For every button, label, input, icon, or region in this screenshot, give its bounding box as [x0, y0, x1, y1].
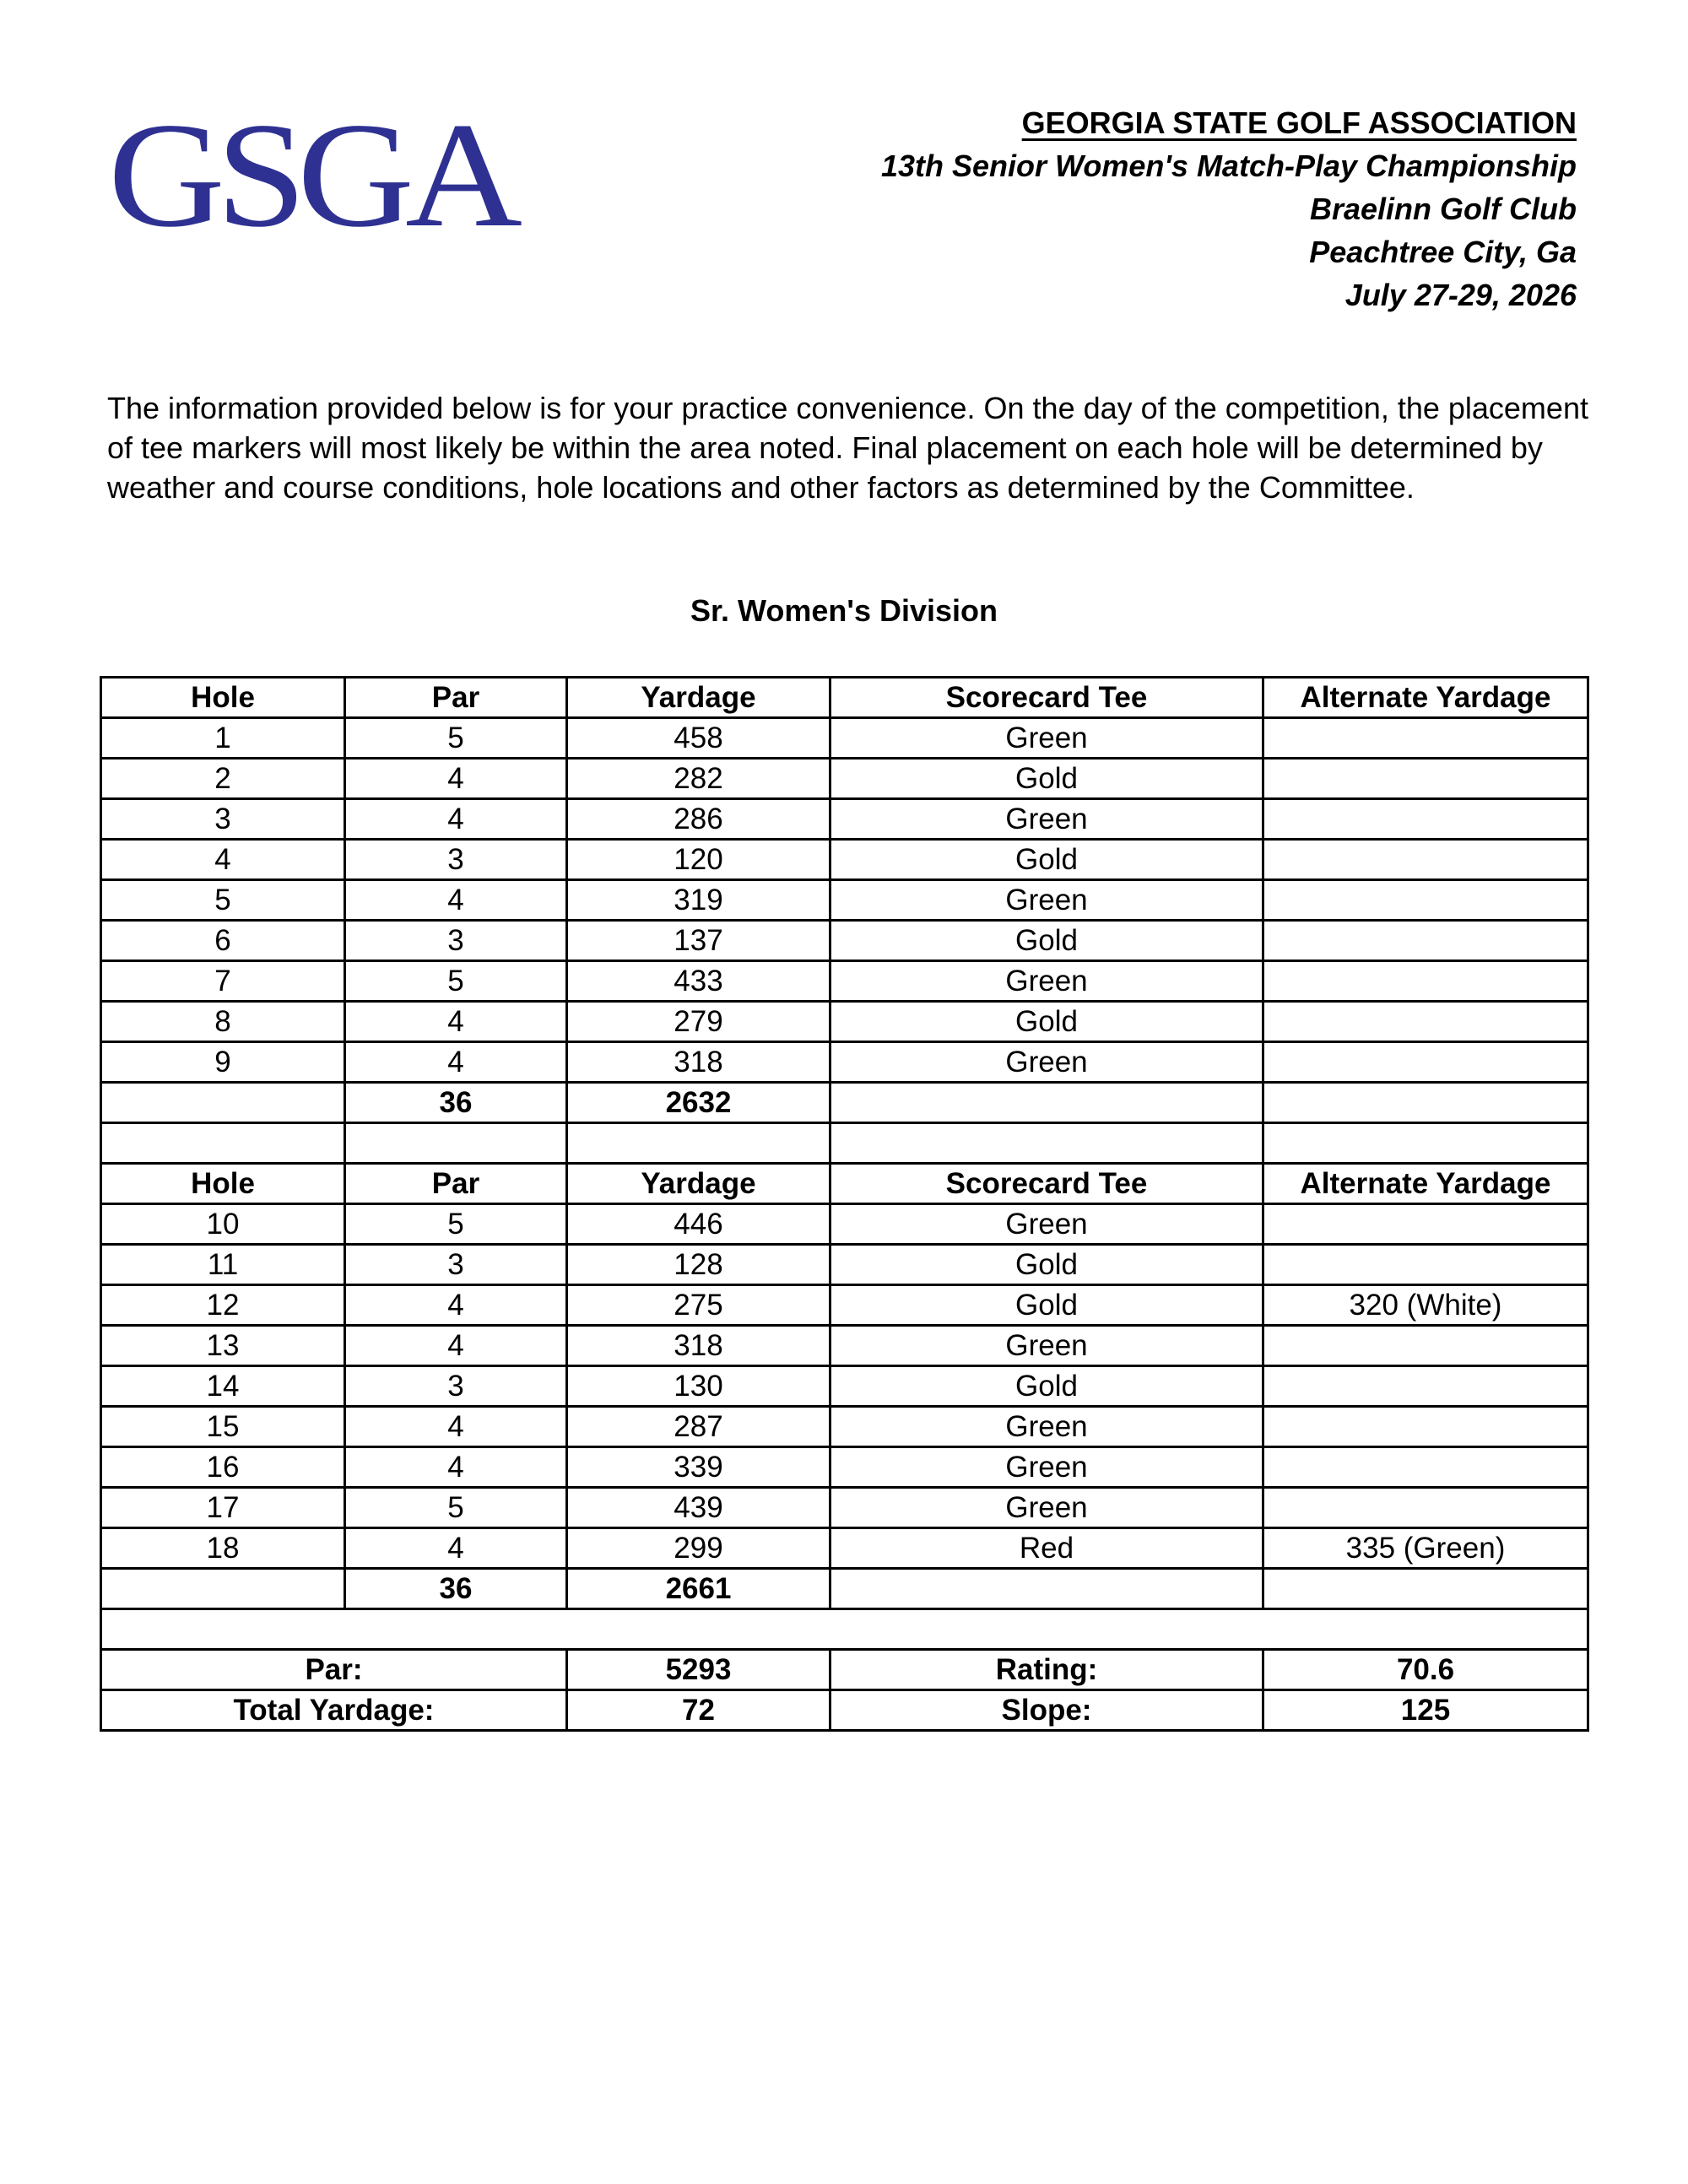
cell-scorecard-tee: Gold — [830, 1002, 1263, 1042]
intro-paragraph: The information provided below is for your practice convenience. On the day of the competition, the placement of tee markers will most likely be within the area noted. Final placement on each hole will be determined by weather and course conditions, hole locations and other factors as determined by the Committee. — [107, 391, 1588, 505]
spacer-row — [101, 1609, 1588, 1650]
cell-par: 4 — [345, 799, 567, 840]
cell-par: 4 — [345, 1407, 567, 1447]
event-dates: July 27-29, 2026 — [1344, 278, 1577, 312]
total-alternate-yardage — [1263, 1083, 1588, 1123]
cell-alternate-yardage — [1263, 880, 1588, 921]
summary-value: 72 — [567, 1690, 830, 1731]
cell-hole: 15 — [101, 1407, 345, 1447]
table-row — [101, 1326, 1588, 1366]
cell-yardage: 275 — [567, 1285, 830, 1326]
cell-hole: 3 — [101, 799, 345, 840]
cell-par: 4 — [345, 1285, 567, 1326]
back-nine-total-row — [101, 1569, 1588, 1609]
table-row — [101, 1528, 1588, 1569]
table-row — [101, 1366, 1588, 1407]
cell-alternate-yardage — [1263, 1042, 1588, 1083]
cell-yardage: 458 — [567, 718, 830, 759]
table-row — [101, 1245, 1588, 1285]
cell-par: 4 — [345, 1528, 567, 1569]
cell-alternate-yardage — [1263, 1002, 1588, 1042]
cell-par: 5 — [345, 1488, 567, 1528]
cell-alternate-yardage — [1263, 961, 1588, 1002]
column-header-alternate-yardage: Alternate Yardage — [1263, 1164, 1588, 1204]
cell-alternate-yardage — [1263, 1488, 1588, 1528]
cell-scorecard-tee: Green — [830, 718, 1263, 759]
cell-yardage: 439 — [567, 1488, 830, 1528]
cell-yardage: 433 — [567, 961, 830, 1002]
document-header — [881, 101, 1577, 316]
column-header-alternate-yardage: Alternate Yardage — [1263, 678, 1588, 718]
cell-yardage: 137 — [567, 921, 830, 961]
cell-alternate-yardage — [1263, 921, 1588, 961]
cell-yardage: 130 — [567, 1366, 830, 1407]
cell-hole: 11 — [101, 1245, 345, 1285]
cell-scorecard-tee: Green — [830, 961, 1263, 1002]
summary-label: Total Yardage: — [101, 1690, 567, 1731]
spacer-cell — [830, 1123, 1263, 1164]
cell-scorecard-tee: Green — [830, 1447, 1263, 1488]
cell-hole: 2 — [101, 759, 345, 799]
cell-hole: 12 — [101, 1285, 345, 1326]
column-header-hole: Hole — [101, 1164, 345, 1204]
cell-par: 3 — [345, 840, 567, 880]
cell-scorecard-tee: Red — [830, 1528, 1263, 1569]
cell-hole: 8 — [101, 1002, 345, 1042]
column-header-par: Par — [345, 678, 567, 718]
total-hole — [101, 1569, 345, 1609]
cell-yardage: 279 — [567, 1002, 830, 1042]
summary-value: 5293 — [567, 1650, 830, 1690]
cell-scorecard-tee: Green — [830, 1326, 1263, 1366]
cell-yardage: 319 — [567, 880, 830, 921]
cell-yardage: 120 — [567, 840, 830, 880]
cell-yardage: 339 — [567, 1447, 830, 1488]
total-scorecard-tee — [830, 1569, 1263, 1609]
cell-scorecard-tee: Gold — [830, 840, 1263, 880]
table-row — [101, 1204, 1588, 1245]
column-header-scorecard-tee: Scorecard Tee — [830, 1164, 1263, 1204]
cell-hole: 1 — [101, 718, 345, 759]
summary-value: 125 — [1263, 1690, 1588, 1731]
cell-yardage: 282 — [567, 759, 830, 799]
summary-row-yardage-slope — [101, 1690, 1588, 1731]
total-yardage: 2661 — [567, 1569, 830, 1609]
table-header-row — [101, 678, 1588, 718]
cell-scorecard-tee: Gold — [830, 1285, 1263, 1326]
table-row — [101, 718, 1588, 759]
total-par: 36 — [345, 1083, 567, 1123]
table-row — [101, 880, 1588, 921]
spacer-cell — [345, 1123, 567, 1164]
total-hole — [101, 1083, 345, 1123]
cell-par: 4 — [345, 1042, 567, 1083]
cell-scorecard-tee: Gold — [830, 759, 1263, 799]
cell-par: 5 — [345, 961, 567, 1002]
cell-yardage: 287 — [567, 1407, 830, 1447]
event-title: 13th Senior Women's Match-Play Championship — [880, 149, 1577, 183]
cell-par: 5 — [345, 718, 567, 759]
cell-hole: 4 — [101, 840, 345, 880]
cell-hole: 7 — [101, 961, 345, 1002]
column-header-yardage: Yardage — [567, 1164, 830, 1204]
cell-scorecard-tee: Green — [830, 880, 1263, 921]
cell-yardage: 446 — [567, 1204, 830, 1245]
cell-yardage: 318 — [567, 1042, 830, 1083]
cell-alternate-yardage — [1263, 718, 1588, 759]
cell-alternate-yardage — [1263, 1326, 1588, 1366]
cell-par: 3 — [345, 1366, 567, 1407]
cell-par: 4 — [345, 880, 567, 921]
cell-alternate-yardage: 320 (White) — [1263, 1285, 1588, 1326]
cell-scorecard-tee: Gold — [830, 1245, 1263, 1285]
table-row — [101, 921, 1588, 961]
cell-alternate-yardage: 335 (Green) — [1263, 1528, 1588, 1569]
table-row — [101, 1285, 1588, 1326]
total-par: 36 — [345, 1569, 567, 1609]
cell-alternate-yardage — [1263, 759, 1588, 799]
table-row — [101, 799, 1588, 840]
table-header-row — [101, 1164, 1588, 1204]
cell-alternate-yardage — [1263, 1447, 1588, 1488]
summary-row-par-rating — [101, 1650, 1588, 1690]
cell-hole: 17 — [101, 1488, 345, 1528]
cell-alternate-yardage — [1263, 1245, 1588, 1285]
cell-par: 3 — [345, 921, 567, 961]
cell-alternate-yardage — [1263, 840, 1588, 880]
table-row — [101, 1447, 1588, 1488]
cell-yardage: 128 — [567, 1245, 830, 1285]
cell-scorecard-tee: Green — [830, 799, 1263, 840]
cell-par: 4 — [345, 759, 567, 799]
organization-name: GEORGIA STATE GOLF ASSOCIATION — [1021, 105, 1577, 140]
table-row — [101, 1407, 1588, 1447]
gsga-logo: GSGA — [108, 91, 514, 258]
cell-par: 3 — [345, 1245, 567, 1285]
summary-label: Par: — [101, 1650, 567, 1690]
cell-hole: 18 — [101, 1528, 345, 1569]
cell-scorecard-tee: Gold — [830, 921, 1263, 961]
spacer-row — [101, 1123, 1588, 1164]
column-header-par: Par — [345, 1164, 567, 1204]
total-alternate-yardage — [1263, 1569, 1588, 1609]
cell-scorecard-tee: Green — [830, 1204, 1263, 1245]
front-nine-total-row — [101, 1083, 1588, 1123]
table-row — [101, 1042, 1588, 1083]
column-header-hole: Hole — [101, 678, 345, 718]
summary-value: 70.6 — [1263, 1650, 1588, 1690]
column-header-yardage: Yardage — [567, 678, 830, 718]
cell-par: 4 — [345, 1326, 567, 1366]
cell-alternate-yardage — [1263, 799, 1588, 840]
cell-hole: 16 — [101, 1447, 345, 1488]
cell-hole: 10 — [101, 1204, 345, 1245]
scorecard-table — [100, 676, 1589, 1732]
cell-hole: 13 — [101, 1326, 345, 1366]
cell-hole: 5 — [101, 880, 345, 921]
cell-hole: 6 — [101, 921, 345, 961]
cell-yardage: 299 — [567, 1528, 830, 1569]
cell-alternate-yardage — [1263, 1407, 1588, 1447]
cell-scorecard-tee: Green — [830, 1488, 1263, 1528]
club-name: Braelinn Golf Club — [1309, 192, 1577, 226]
total-scorecard-tee — [830, 1083, 1263, 1123]
spacer-cell — [1263, 1123, 1588, 1164]
cell-scorecard-tee: Gold — [830, 1366, 1263, 1407]
table-row — [101, 1002, 1588, 1042]
table-row — [101, 1488, 1588, 1528]
cell-hole: 9 — [101, 1042, 345, 1083]
event-location: Peachtree City, Ga — [1309, 235, 1577, 269]
cell-par: 5 — [345, 1204, 567, 1245]
table-row — [101, 759, 1588, 799]
spacer-cell — [567, 1123, 830, 1164]
division-title: Sr. Women's Division — [690, 593, 998, 628]
cell-scorecard-tee: Green — [830, 1407, 1263, 1447]
cell-par: 4 — [345, 1447, 567, 1488]
cell-par: 4 — [345, 1002, 567, 1042]
column-header-scorecard-tee: Scorecard Tee — [830, 678, 1263, 718]
cell-alternate-yardage — [1263, 1204, 1588, 1245]
summary-label: Slope: — [830, 1690, 1263, 1731]
cell-hole: 14 — [101, 1366, 345, 1407]
spacer-cell — [101, 1609, 1588, 1650]
total-yardage: 2632 — [567, 1083, 830, 1123]
spacer-cell — [101, 1123, 345, 1164]
cell-yardage: 286 — [567, 799, 830, 840]
table-row — [101, 961, 1588, 1002]
cell-alternate-yardage — [1263, 1366, 1588, 1407]
cell-yardage: 318 — [567, 1326, 830, 1366]
cell-scorecard-tee: Green — [830, 1042, 1263, 1083]
summary-label: Rating: — [830, 1650, 1263, 1690]
table-row — [101, 840, 1588, 880]
scorecard-body — [101, 678, 1588, 1731]
